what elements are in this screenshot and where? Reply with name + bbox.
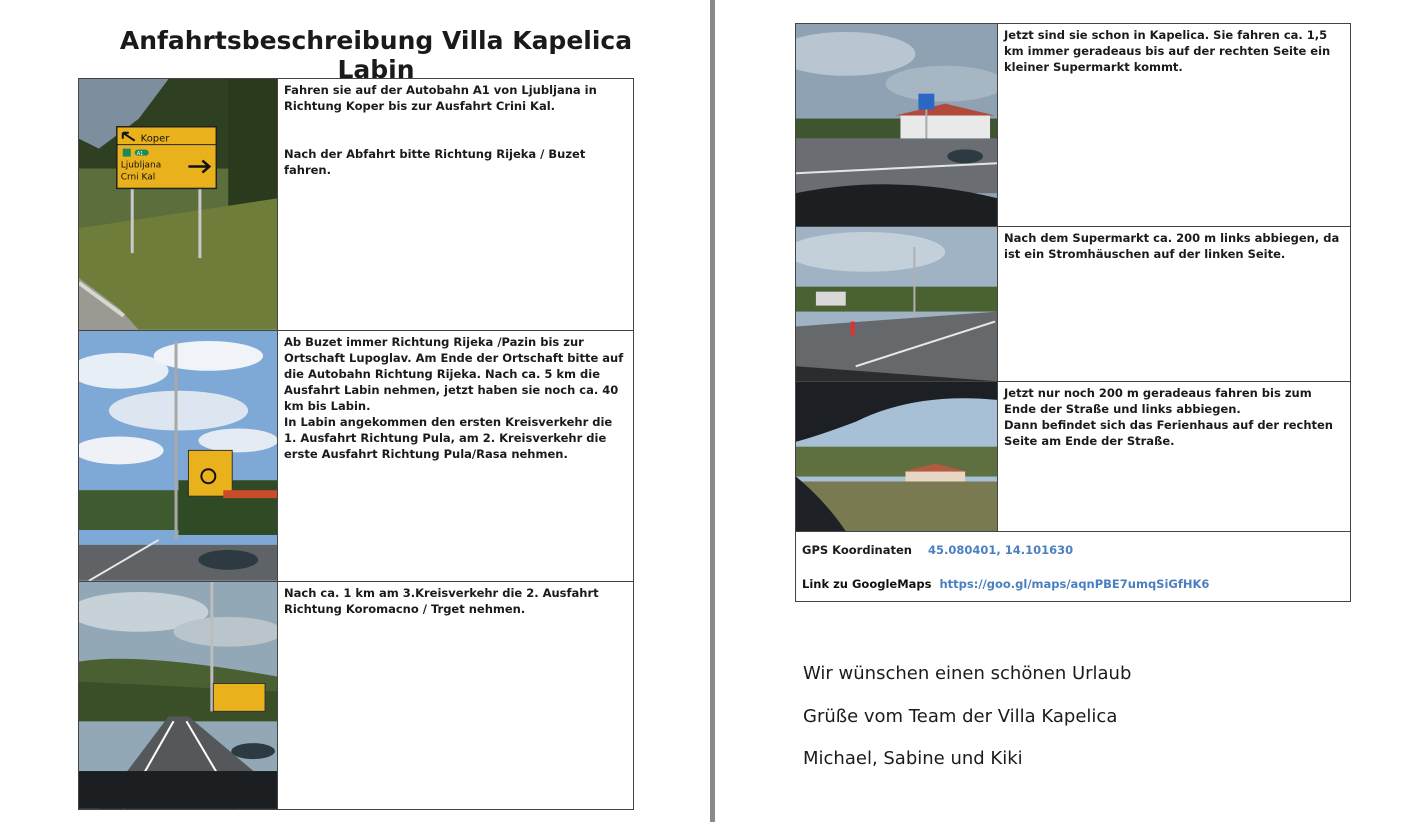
direction-text: Nach dem Supermarkt ca. 200 m links abbiegen, da ist ein Stromhäuschen auf der linken Seite. — [1004, 231, 1340, 261]
sign-line1: Koper — [140, 133, 170, 145]
google-maps-link-line — [802, 573, 1344, 595]
direction-text-cell — [278, 582, 634, 810]
sign-badge: A1 — [136, 151, 144, 158]
direction-text: Jetzt sind sie schon in Kapelica. Sie fahren ca. 1,5 km immer geradeaus bis auf der rechten Seite ein kleiner Supermarkt kommt. — [1004, 28, 1331, 74]
direction-text-cell — [998, 382, 1351, 532]
table-row — [796, 227, 1351, 382]
direction-text: Nach ca. 1 km am 3.Kreisverkehr die 2. Ausfahrt Richtung Koromacno / Trget nehmen. — [284, 586, 599, 616]
photo-cell — [796, 382, 998, 532]
road-photo — [79, 582, 277, 809]
direction-text-cell — [998, 24, 1351, 227]
gps-coordinates — [802, 539, 1344, 561]
photo-cell — [79, 582, 278, 810]
directions-table-left — [78, 78, 634, 810]
kapelica-photo — [796, 24, 997, 226]
google-maps-link[interactable]: https://goo.gl/maps/aqnPBE7umqSiGfHK6 — [939, 576, 1210, 591]
autobahn-sign-photo — [79, 79, 277, 330]
farewell-line-3: Michael, Sabine und Kiki — [803, 748, 1023, 769]
sign-line2: Ljubljana — [120, 160, 162, 171]
google-maps-link-label: Link zu GoogleMaps — [802, 576, 932, 591]
gps-cell — [796, 532, 1351, 602]
sign-line3: Crni Kal — [120, 172, 156, 183]
direction-text: Fahren sie auf der Autobahn A1 von Ljubljana in Richtung Koper bis zur Ausfahrt Crini Kal. Nach der Abfahrt bitte Richtung Rijeka / Buzet fahren. — [284, 83, 597, 177]
direction-text: Jetzt nur noch 200 m geradeaus fahren bis zum Ende der Straße und links abbiegen. Dann befindet sich das Ferienhaus auf der rechten Seite am Ende der Straße. — [1004, 386, 1333, 449]
direction-text-cell — [998, 227, 1351, 382]
table-row — [796, 24, 1351, 227]
photo-cell — [79, 331, 278, 582]
farewell-line-2: Grüße vom Team der Villa Kapelica — [803, 706, 1118, 727]
gps-coordinates-value: 45.080401, 14.101630 — [928, 542, 1074, 557]
photo-cell — [79, 79, 278, 331]
table-row — [796, 382, 1351, 532]
direction-text-cell — [278, 331, 634, 582]
directions-table-right — [795, 23, 1351, 602]
photo-cell — [796, 227, 998, 382]
end-of-street-photo — [796, 382, 997, 531]
table-row — [79, 79, 634, 331]
table-row — [79, 331, 634, 582]
farewell-line-1: Wir wünschen einen schönen Urlaub — [803, 663, 1132, 684]
table-row — [79, 582, 634, 810]
direction-text-cell — [278, 79, 634, 331]
page-divider — [710, 0, 715, 822]
gps-coordinates-label: GPS Koordinaten — [802, 542, 912, 557]
direction-text: Ab Buzet immer Richtung Rijeka /Pazin bis zur Ortschaft Lupoglav. Am Ende der Ortschaft bitte auf die Autobahn Richtung Rijeka. Nach ca. 5 km die Ausfahrt Labin nehmen, jetzt haben sie noch ca. 40 km bis Labin. In Labin angekommen den ersten Kreisverkehr die 1. Ausfahrt Richtung Pula, am 2. Kreisverkehr die erste Ausfahrt Richtung Pula/Rasa nehmen. — [284, 335, 624, 461]
photo-cell — [796, 24, 998, 227]
roundabout-sign-photo — [79, 331, 277, 581]
page-title: Anfahrtsbeschreibung Villa Kapelica Labin — [119, 26, 633, 84]
gps-row — [796, 532, 1351, 602]
supermarket-road-photo — [796, 227, 997, 381]
